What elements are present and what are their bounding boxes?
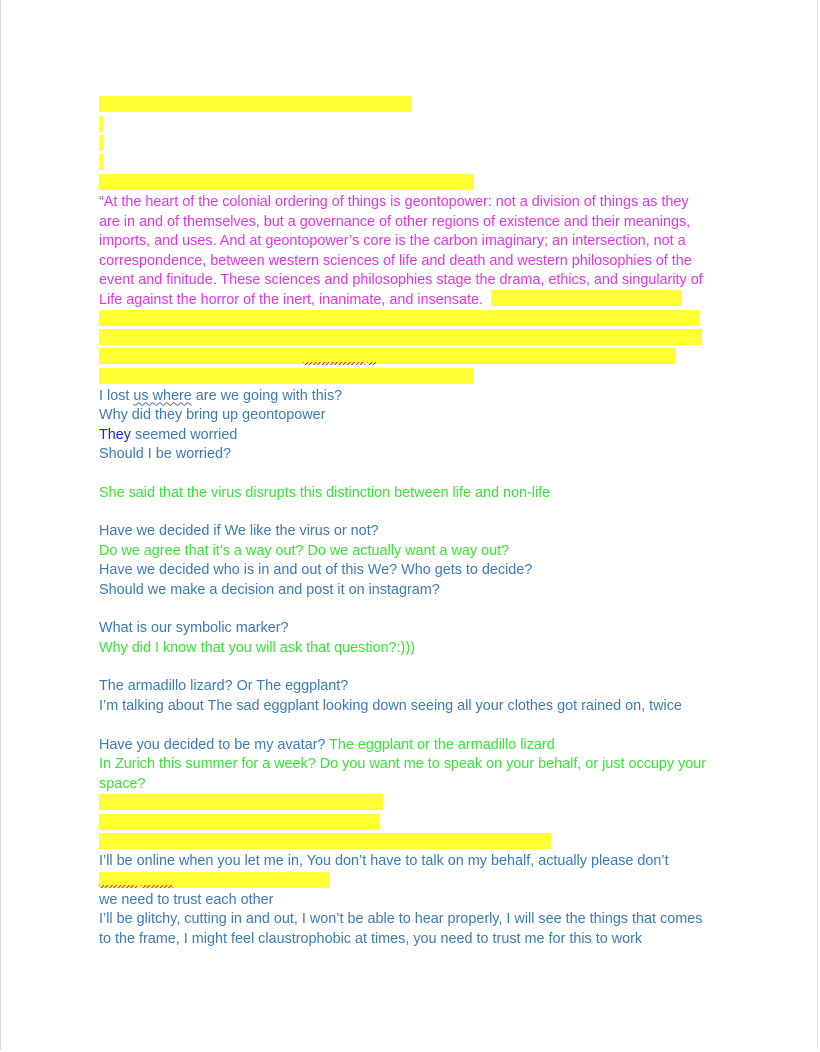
text-line [99, 426, 237, 446]
text-line: I’ll be glitchy, cutting in and out, I won’t be able to hear properly, I will see the things that comes [99, 911, 703, 927]
text-line: Do we agree that it’s a way out? Do we actually want a way out? [99, 542, 510, 559]
spellcheck-underline [367, 362, 377, 365]
redaction-block [99, 135, 103, 151]
redaction-block [99, 833, 551, 849]
quote-line: correspondence, between western sciences of life and death and western philosophies of the [99, 252, 692, 269]
text-line: space? [99, 775, 146, 792]
text-span: I lost [99, 387, 134, 404]
text-line: Have we decided if We like the virus or not? [99, 523, 379, 539]
quote-line: are in and of themselves, but a governance of other regions of existence and their meanings, [99, 213, 691, 230]
text-line: Should we make a decision and post it on instagram? [99, 581, 440, 598]
redaction-block [99, 116, 103, 132]
text-line: I’ll be online when you let me in, You don’t have to talk on my behalf, actually please don’t [99, 852, 669, 869]
redaction-block [99, 174, 474, 190]
redaction-block [99, 310, 699, 326]
text-line: Have we decided who is in and out of this We? Who gets to decide? [99, 562, 533, 578]
redaction-block [99, 329, 702, 345]
text-span: The eggplant or the armadillo lizard [329, 736, 555, 753]
text-span: are we going with this? [191, 387, 343, 404]
grammar-flagged-text: us where [133, 387, 192, 404]
text-line: to the frame, I might feel claustrophobic at times, you need to trust me for this to work [99, 930, 643, 947]
text-line: The armadillo lizard? Or The eggplant? [99, 678, 349, 694]
text-span: seemed worried [131, 426, 238, 443]
redaction-block [491, 290, 682, 306]
text-span: They [99, 426, 131, 443]
quote-line: Life against the horror of the inert, inanimate, and insensate. [99, 291, 483, 308]
text-line [99, 387, 342, 407]
spellcheck-underline [99, 885, 137, 888]
text-line: I’m talking about The sad eggplant looking down seeing all your clothes got rained on, twice [99, 697, 682, 714]
text-line: Why did they bring up geontopower [99, 407, 326, 423]
redaction-block [99, 368, 473, 384]
redaction-block [99, 348, 676, 364]
redaction-block [99, 154, 103, 170]
quote-line: imports, and uses. And at geontopower’s core is the carbon imaginary; an intersection, not a [99, 233, 686, 249]
redaction-block [99, 96, 411, 112]
text-line: In Zurich this summer for a week? Do you want me to speak on your behalf, or just occupy your [99, 756, 707, 772]
text-line: She said that the virus disrupts this distinction between life and non-life [99, 485, 551, 501]
text-span: Have you decided to be my avatar? [99, 736, 330, 753]
quote-line: “At the heart of the colonial ordering of things is geontopower: not a division of things as they [99, 194, 689, 210]
redaction-block [99, 814, 380, 830]
text-line: Should I be worried? [99, 446, 231, 462]
spellcheck-underline [141, 885, 173, 888]
text-line: we need to trust each other [99, 891, 274, 908]
text-line: Why did I know that you will ask that question?:))) [99, 639, 415, 656]
redaction-block [99, 794, 383, 810]
spellcheck-underline [303, 362, 365, 365]
quote-line: event and finitude. These sciences and philosophies stage the drama, ethics, and singularity of [99, 272, 703, 288]
text-line [99, 736, 555, 756]
text-line: What is our symbolic marker? [99, 620, 289, 636]
